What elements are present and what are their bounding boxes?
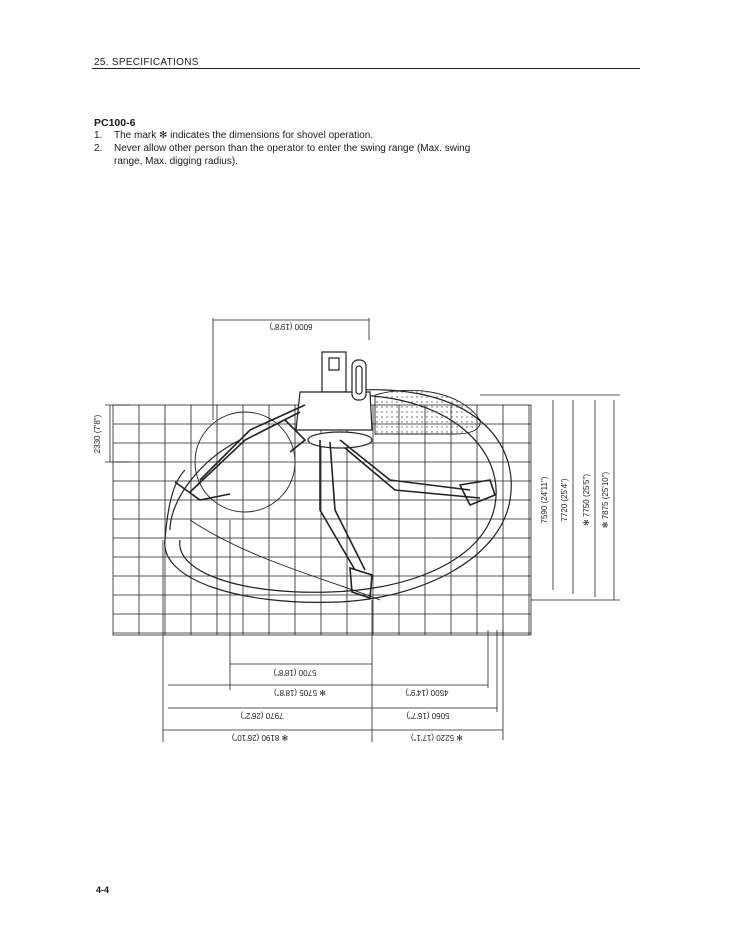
note-2-text: Never allow other person than the operator to enter the swing range (Max. swing range, Max. digging radius). bbox=[114, 143, 471, 167]
bottom-dim-5: 5060 (16'7") bbox=[406, 711, 450, 720]
bottom-dim-1: 5700 (18'8") bbox=[273, 668, 317, 677]
model-title: PC100-6 bbox=[94, 117, 136, 129]
left-dimension bbox=[105, 405, 130, 462]
shovel-region bbox=[375, 390, 480, 434]
right-dim-1: 7590 (24'11") bbox=[540, 476, 549, 524]
excavator-body bbox=[296, 352, 372, 448]
bottom-dim-6: ✻ 8190 (26'10") bbox=[231, 733, 289, 742]
left-dim-label: 2330 (7'8") bbox=[93, 414, 102, 454]
note-1-number: 1. bbox=[94, 130, 103, 141]
bottom-dim-7: ✻ 5220 (17'1") bbox=[411, 733, 463, 742]
note-1-text: The mark ✻ indicates the dimensions for shovel operation. bbox=[114, 130, 374, 141]
bottom-dim-3: 4500 (14'9") bbox=[405, 688, 449, 697]
note-2-number: 2. bbox=[94, 143, 103, 154]
right-dim-3: ✻ 7750 (25'5") bbox=[582, 474, 591, 526]
right-dim-2: 7720 (25'4") bbox=[560, 478, 569, 522]
right-dimensions bbox=[480, 395, 620, 600]
right-dim-4: ✻ 7875 (25'10") bbox=[601, 471, 610, 529]
section-header: 25. SPECIFICATIONS bbox=[94, 57, 199, 68]
bottom-dim-4: 7970 (26'2") bbox=[240, 711, 284, 720]
bottom-dimensions bbox=[163, 520, 503, 742]
top-dim-label: 6000 (19'8") bbox=[269, 322, 313, 331]
bottom-dim-2: ✻ 5705 (18'8") bbox=[274, 688, 326, 697]
page-number: 4-4 bbox=[96, 885, 110, 895]
